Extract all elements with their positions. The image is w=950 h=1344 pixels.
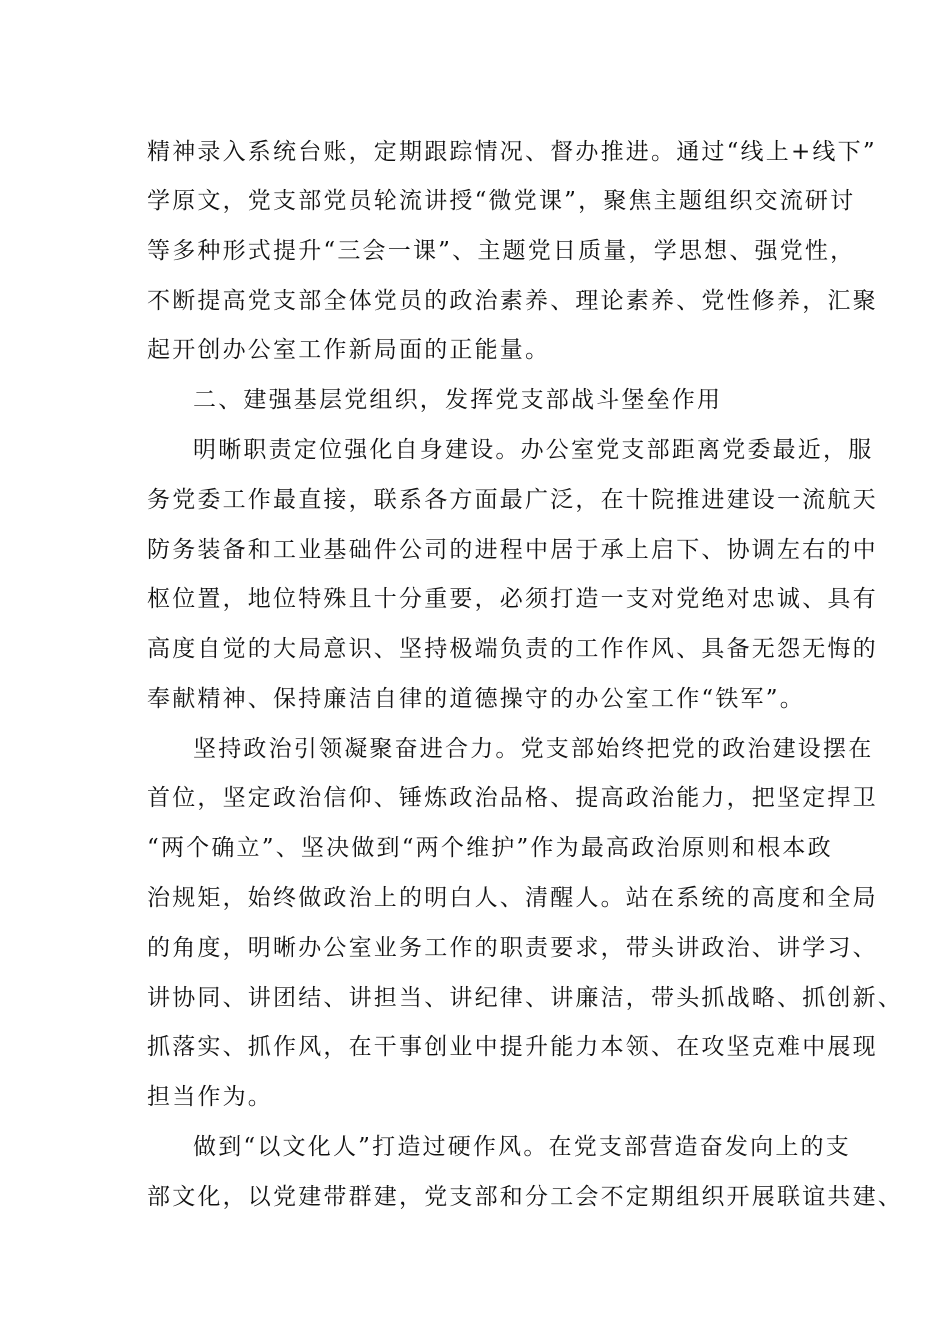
body-text-line: 务党委工作最直接，联系各方面最广泛，在十院推进建设一流航天 xyxy=(147,487,878,513)
body-text-line: 学原文，党支部党员轮流讲授“微党课”，聚焦主题组织交流研讨 xyxy=(147,188,856,214)
body-text-line: 抓落实、抓作风，在干事创业中提升能力本领、在攻坚克难中展现 xyxy=(147,1034,878,1060)
body-text-line: 枢位置，地位特殊且十分重要，必须打造一支对党绝对忠诚、具有 xyxy=(147,586,878,612)
body-text-line: 起开创办公室工作新局面的正能量。 xyxy=(147,337,551,363)
body-text-line: 担当作为。 xyxy=(147,1084,273,1110)
section-heading: 二、建强基层党组织，发挥党支部战斗堡垒作用 xyxy=(193,387,723,413)
body-text-line: 等多种形式提升“三会一课”、主题党日质量，学思想、强党性， xyxy=(147,238,856,264)
body-text-line: 高度自觉的大局意识、坚持极端负责的工作作风、具备无怨无悔的 xyxy=(147,636,878,662)
body-text-line: 坚持政治引领凝聚奋进合力。党支部始终把党的政治建设摆在 xyxy=(193,736,874,762)
body-text-line: 治规矩，始终做政治上的明白人、清醒人。站在系统的高度和全局 xyxy=(147,885,878,911)
body-text-line: 防务装备和工业基础件公司的进程中居于承上启下、协调左右的中 xyxy=(147,537,878,563)
body-text-line: 首位，坚定政治信仰、锤炼政治品格、提高政治能力，把坚定捍卫 xyxy=(147,785,878,811)
body-text-line: 部文化，以党建带群建，党支部和分工会不定期组织开展联谊共建、 xyxy=(147,1184,903,1210)
body-text-line: 奉献精神、保持廉洁自律的道德操守的办公室工作“铁军”。 xyxy=(147,686,805,712)
body-text-line: 不断提高党支部全体党员的政治素养、理论素养、党性修养，汇聚 xyxy=(147,288,878,314)
body-text-line: 精神录入系统台账，定期跟踪情况、督办推进。通过“线上+线下” xyxy=(147,139,877,165)
body-text-line: 明晰职责定位强化自身建设。办公室党支部距离党委最近，服 xyxy=(193,437,874,463)
body-text-line: 讲协同、讲团结、讲担当、讲纪律、讲廉洁，带头抓战略、抓创新、 xyxy=(147,985,903,1011)
body-text-line: 的角度，明晰办公室业务工作的职责要求，带头讲政治、讲学习、 xyxy=(147,935,878,961)
body-text-line: 做到“以文化人”打造过硬作风。在党支部营造奋发向上的支 xyxy=(193,1134,851,1160)
body-text-line: “两个确立”、坚决做到“两个维护”作为最高政治原则和根本政 xyxy=(147,835,833,861)
